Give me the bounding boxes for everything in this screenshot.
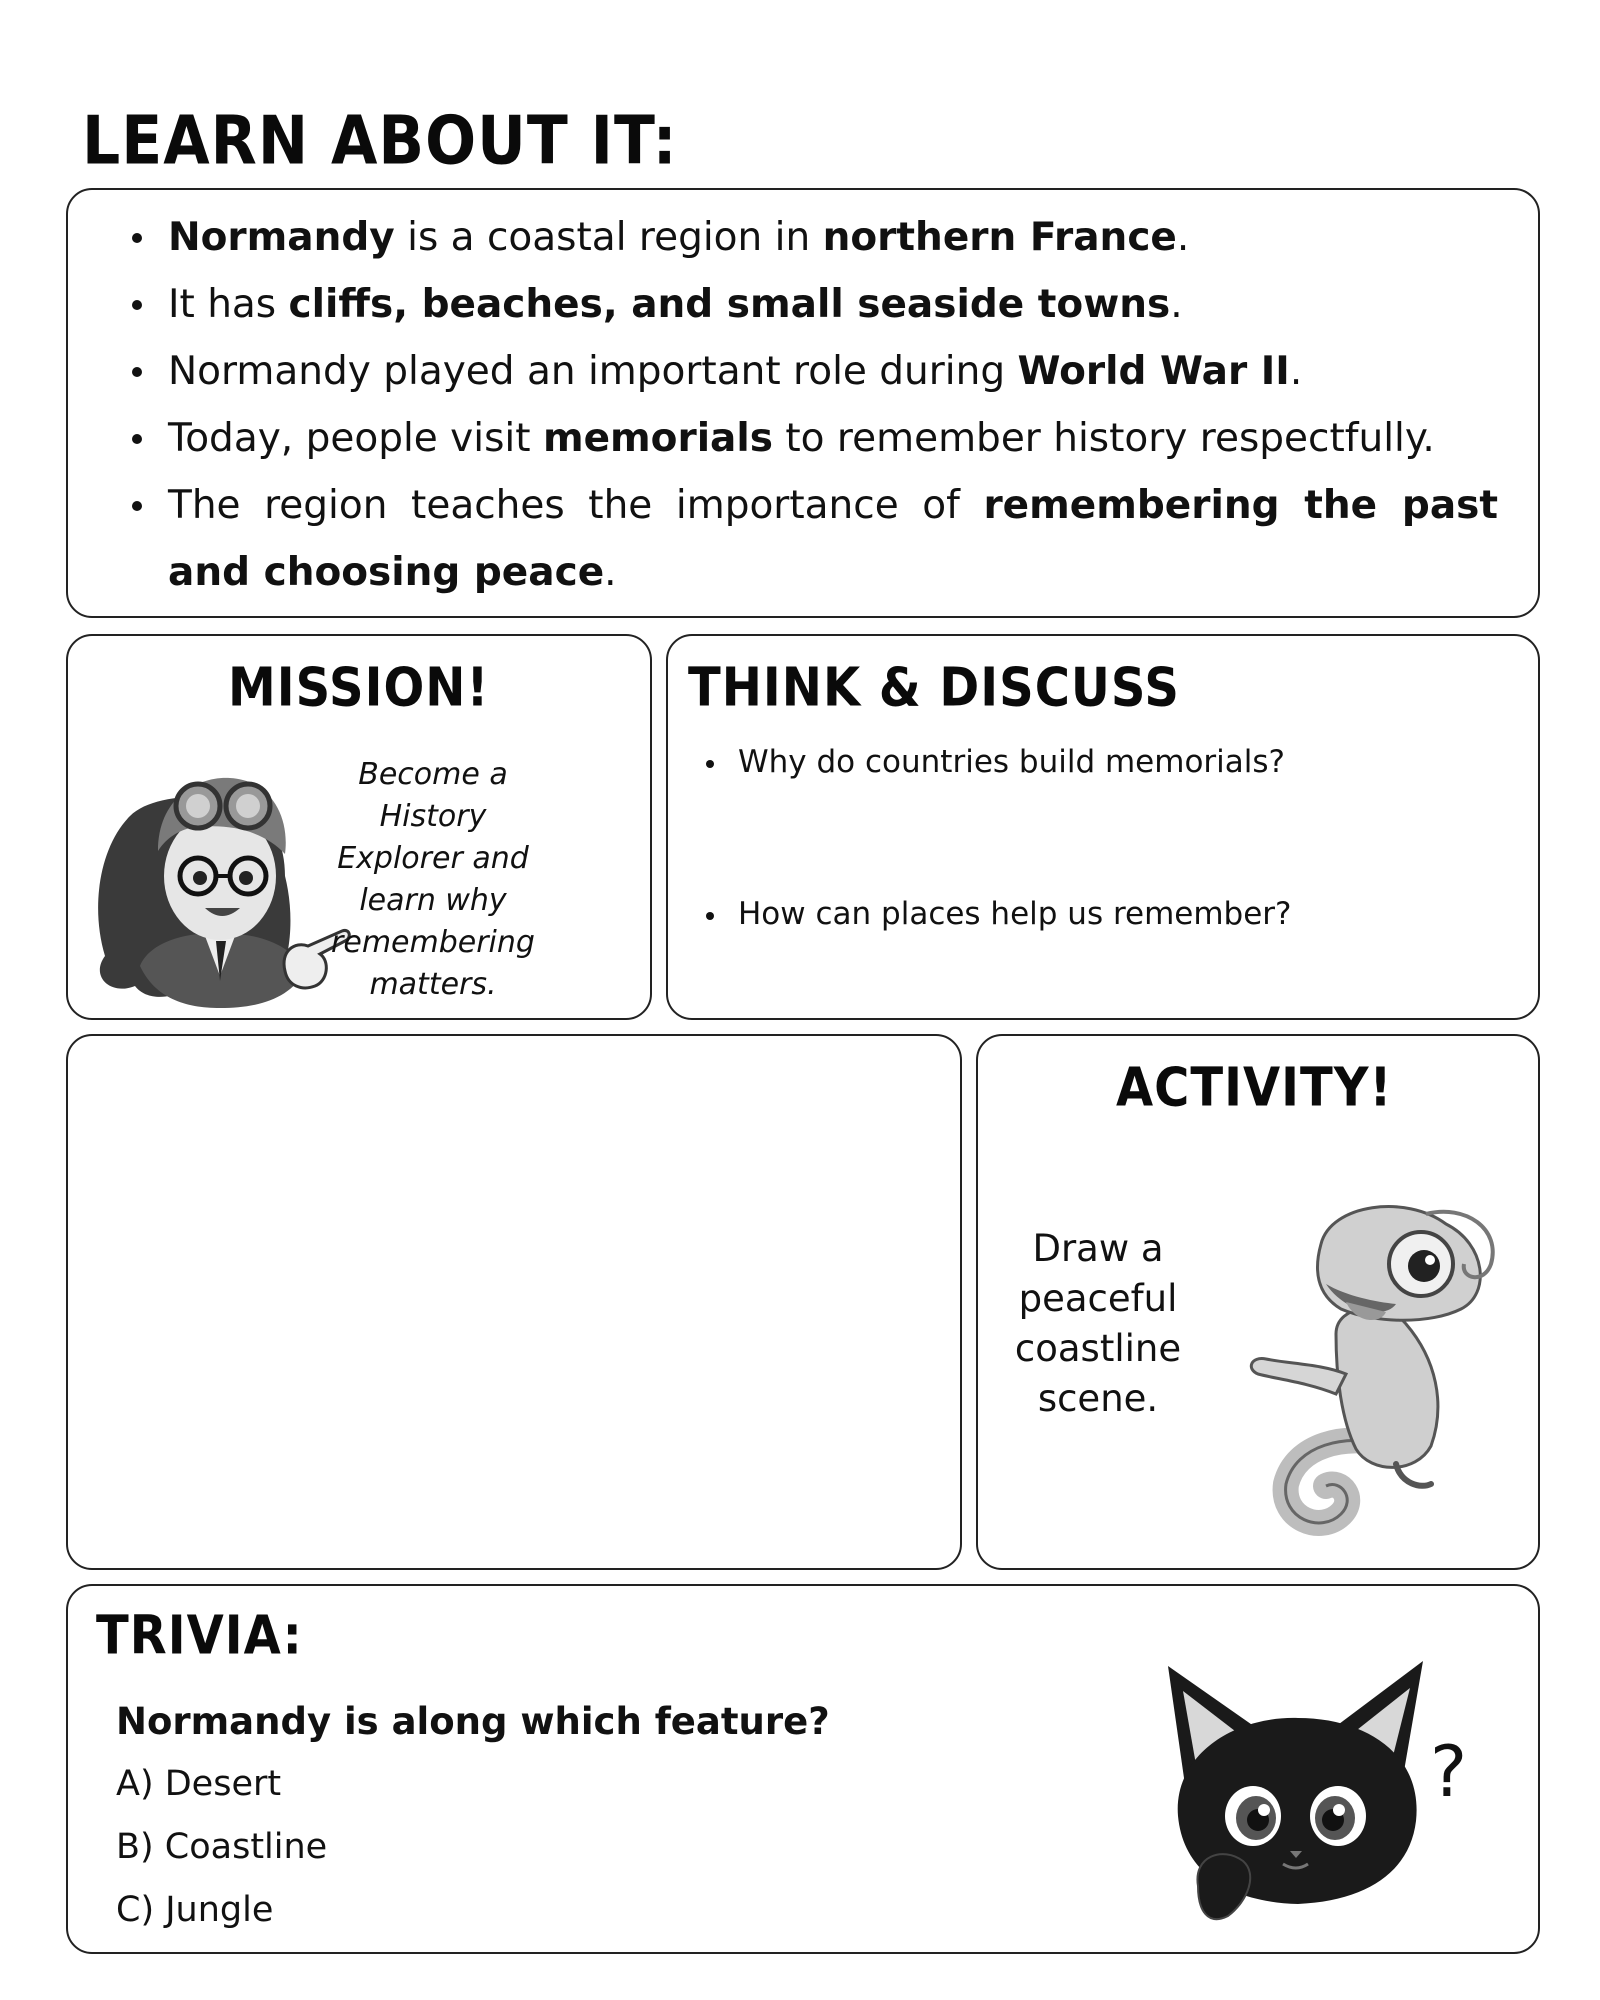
mission-box bbox=[66, 634, 652, 1020]
learn-item-text: It has bbox=[168, 282, 289, 327]
drawing-area[interactable] bbox=[66, 1034, 962, 1570]
learn-item-bold: memorials bbox=[542, 416, 773, 461]
trivia-option[interactable]: A) Desert bbox=[116, 1764, 282, 1804]
discussion-question: Why do countries build memorials? bbox=[738, 744, 1285, 780]
learn-item-text: The region teaches the importance of bbox=[168, 483, 984, 528]
learn-item-bold: northern France bbox=[822, 215, 1177, 260]
activity-box bbox=[976, 1034, 1540, 1570]
learn-item-text: Today, people visit bbox=[168, 416, 543, 461]
learn-item-text: . bbox=[1176, 215, 1190, 260]
activity-title: ACTIVITY! bbox=[1116, 1056, 1393, 1119]
mission-text: Become a History Explorer and learn why remembering matters. bbox=[331, 757, 535, 1002]
activity-text: Draw a peaceful coastline scene. bbox=[1014, 1227, 1182, 1420]
trivia-title: TRIVIA: bbox=[96, 1604, 303, 1667]
mission-title: MISSION! bbox=[228, 656, 490, 719]
learn-item bbox=[168, 204, 1498, 271]
trivia-question: Normandy is along which feature? bbox=[116, 1700, 830, 1743]
learn-item-text: . bbox=[1289, 349, 1303, 394]
learn-box bbox=[66, 188, 1540, 618]
learn-item-text: . bbox=[1170, 282, 1183, 327]
learn-item-bold: Normandy bbox=[168, 215, 395, 260]
learn-item-text: to remember history respectfully. bbox=[772, 416, 1435, 461]
discussion-question: How can places help us remember? bbox=[738, 896, 1292, 932]
think-discuss-box bbox=[666, 634, 1540, 1020]
learn-item bbox=[168, 405, 1498, 472]
learn-item-bold: remembering the past and choosing peace bbox=[168, 483, 1498, 595]
learn-item bbox=[168, 472, 1498, 606]
learn-item-text: is a coastal region in bbox=[394, 215, 823, 260]
learn-item-bold: World War II bbox=[1017, 349, 1290, 394]
chameleon-icon bbox=[1236, 1184, 1526, 1554]
trivia-option[interactable]: B) Coastline bbox=[116, 1827, 328, 1867]
learn-list bbox=[68, 190, 1538, 606]
learn-item-text: . bbox=[604, 550, 617, 595]
trivia-box bbox=[66, 1584, 1540, 1954]
trivia-option[interactable]: C) Jungle bbox=[116, 1890, 274, 1930]
learn-item bbox=[168, 271, 1498, 338]
learn-item-bold: cliffs, beaches, and small seaside towns bbox=[288, 282, 1171, 327]
page-title: LEARN ABOUT IT: bbox=[82, 102, 678, 181]
think-discuss-title: THINK & DISCUSS bbox=[688, 656, 1180, 719]
learn-item-text: Normandy played an important role during bbox=[168, 349, 1018, 394]
question-mark-icon: ? bbox=[1430, 1731, 1468, 1813]
learn-item bbox=[168, 338, 1498, 405]
black-cat-icon bbox=[1148, 1646, 1478, 1936]
